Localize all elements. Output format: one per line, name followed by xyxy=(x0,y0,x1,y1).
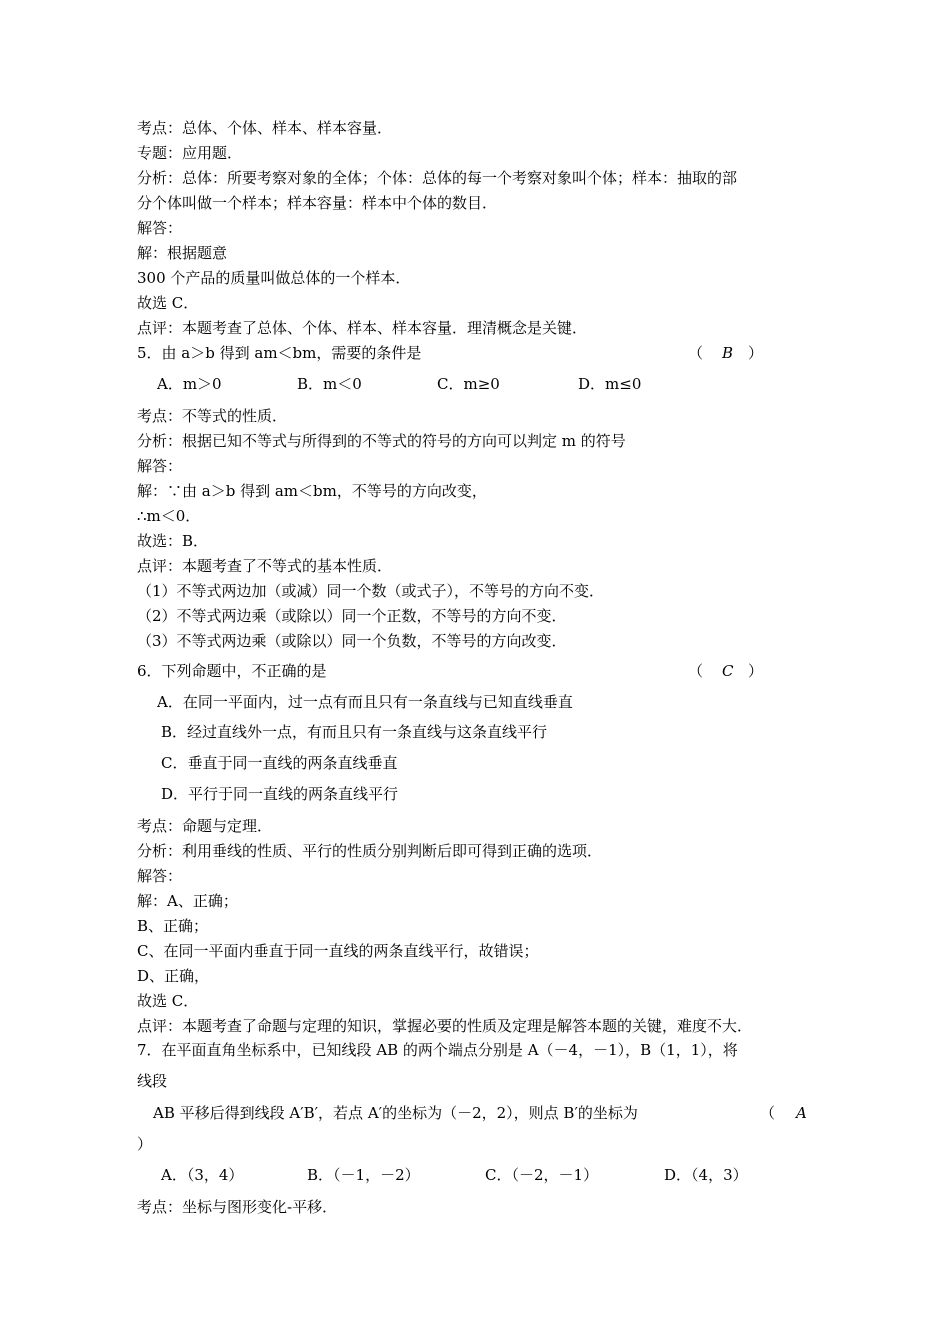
q6-jie-d: D、正确， xyxy=(137,967,210,985)
q6-paren-close: ） xyxy=(748,662,764,680)
q5-jieda: 解答： xyxy=(137,457,183,475)
q4-solution-line: 300 个产品的质量叫做总体的一个样本． xyxy=(137,269,411,287)
q5-conclusion: ∴m＜0． xyxy=(137,507,201,525)
q7-stem-line1: 7．在平面直角坐标系中，已知线段 AB 的两个端点分别是 A（－4，－1），B（1，1），将 xyxy=(137,1041,738,1059)
q6-stem: 6．下列命题中，不正确的是 xyxy=(137,662,327,680)
q5-dianping: 点评：本题考查了不等式的基本性质． xyxy=(137,557,393,575)
q7-paren-open: （ xyxy=(760,1104,776,1122)
q7-option-c: C．（－2，－1） xyxy=(485,1166,599,1184)
q6-answer: C xyxy=(722,662,734,680)
q4-fenxi-line2: 分个体叫做一个样本；样本容量：样本中个体的数目． xyxy=(137,194,498,212)
q6-jieda: 解答： xyxy=(137,867,183,885)
q6-guxuan: 故选 C． xyxy=(137,992,199,1010)
q7-answer: A xyxy=(796,1104,807,1122)
q4-kaodian: 考点：总体、个体、样本、样本容量． xyxy=(137,119,393,137)
q7-option-b: B．（－1，－2） xyxy=(307,1166,420,1184)
q7-option-d: D．（4，3） xyxy=(664,1166,748,1184)
q6-option-d: D．平行于同一直线的两条直线平行 xyxy=(161,785,399,803)
q5-kaodian: 考点：不等式的性质． xyxy=(137,407,288,425)
q5-option-b: B．m＜0 xyxy=(297,375,362,393)
q6-fenxi: 分析：利用垂线的性质、平行的性质分别判断后即可得到正确的选项． xyxy=(137,842,603,860)
q5-option-c: C．m≥0 xyxy=(437,375,500,393)
q6-dianping: 点评：本题考查了命题与定理的知识，掌握必要的性质及定理是解答本题的关键，难度不大． xyxy=(137,1017,753,1035)
q7-stem-line2: 线段 xyxy=(137,1072,168,1090)
q7-paren-close: ） xyxy=(137,1135,153,1153)
q6-paren-open: （ xyxy=(688,662,704,680)
q5-fenxi: 分析：根据已知不等式与所得到的不等式的符号的方向可以判定 m 的符号 xyxy=(137,432,626,450)
q5-property-3: （3）不等式两边乘（或除以）同一个负数，不等号的方向改变． xyxy=(137,632,567,650)
q5-paren-close: ） xyxy=(748,344,764,362)
q6-kaodian: 考点：命题与定理． xyxy=(137,817,273,835)
q4-jie: 解：根据题意 xyxy=(137,244,228,262)
q5-property-2: （2）不等式两边乘（或除以）同一个正数，不等号的方向不变． xyxy=(137,607,567,625)
q4-jieda: 解答： xyxy=(137,219,183,237)
q7-option-a: A．（3，4） xyxy=(161,1166,244,1184)
q5-stem: 5．由 a＞b 得到 am＜bm，需要的条件是 xyxy=(137,344,422,362)
q5-guxuan: 故选：B． xyxy=(137,532,209,550)
q6-option-a: A．在同一平面内，过一点有而且只有一条直线与已知直线垂直 xyxy=(157,693,573,711)
q5-paren-open: （ xyxy=(688,344,704,362)
q6-jie-b: B、正确； xyxy=(137,917,209,935)
q6-jie-a: 解：A、正确； xyxy=(137,892,238,910)
q6-option-c: C．垂直于同一直线的两条直线垂直 xyxy=(161,754,398,772)
q5-property-1: （1）不等式两边加（或减）同一个数（或式子），不等号的方向不变． xyxy=(137,582,605,600)
q5-jie: 解：∵由 a＞b 得到 am＜bm，不等号的方向改变， xyxy=(137,482,487,500)
q5-option-d: D．m≤0 xyxy=(578,375,642,393)
q7-stem-line3: AB 平移后得到线段 A′B′，若点 A′的坐标为（－2，2），则点 B′的坐标为 xyxy=(153,1104,638,1122)
q5-option-a: A．m＞0 xyxy=(157,375,222,393)
q7-kaodian: 考点：坐标与图形变化-平移． xyxy=(137,1198,338,1216)
q4-guxuan: 故选 C． xyxy=(137,294,199,312)
q6-jie-c: C、在同一平面内垂直于同一直线的两条直线平行，故错误； xyxy=(137,942,539,960)
q4-fenxi-line1: 分析：总体：所要考察对象的全体；个体：总体的每一个考察对象叫个体；样本：抽取的部 xyxy=(137,169,738,187)
q6-option-b: B．经过直线外一点，有而且只有一条直线与这条直线平行 xyxy=(161,723,548,741)
q5-answer: B xyxy=(722,344,734,362)
q4-zhuanti: 专题：应用题． xyxy=(137,144,243,162)
q4-dianping: 点评：本题考查了总体、个体、样本、样本容量．理清概念是关键． xyxy=(137,319,588,337)
